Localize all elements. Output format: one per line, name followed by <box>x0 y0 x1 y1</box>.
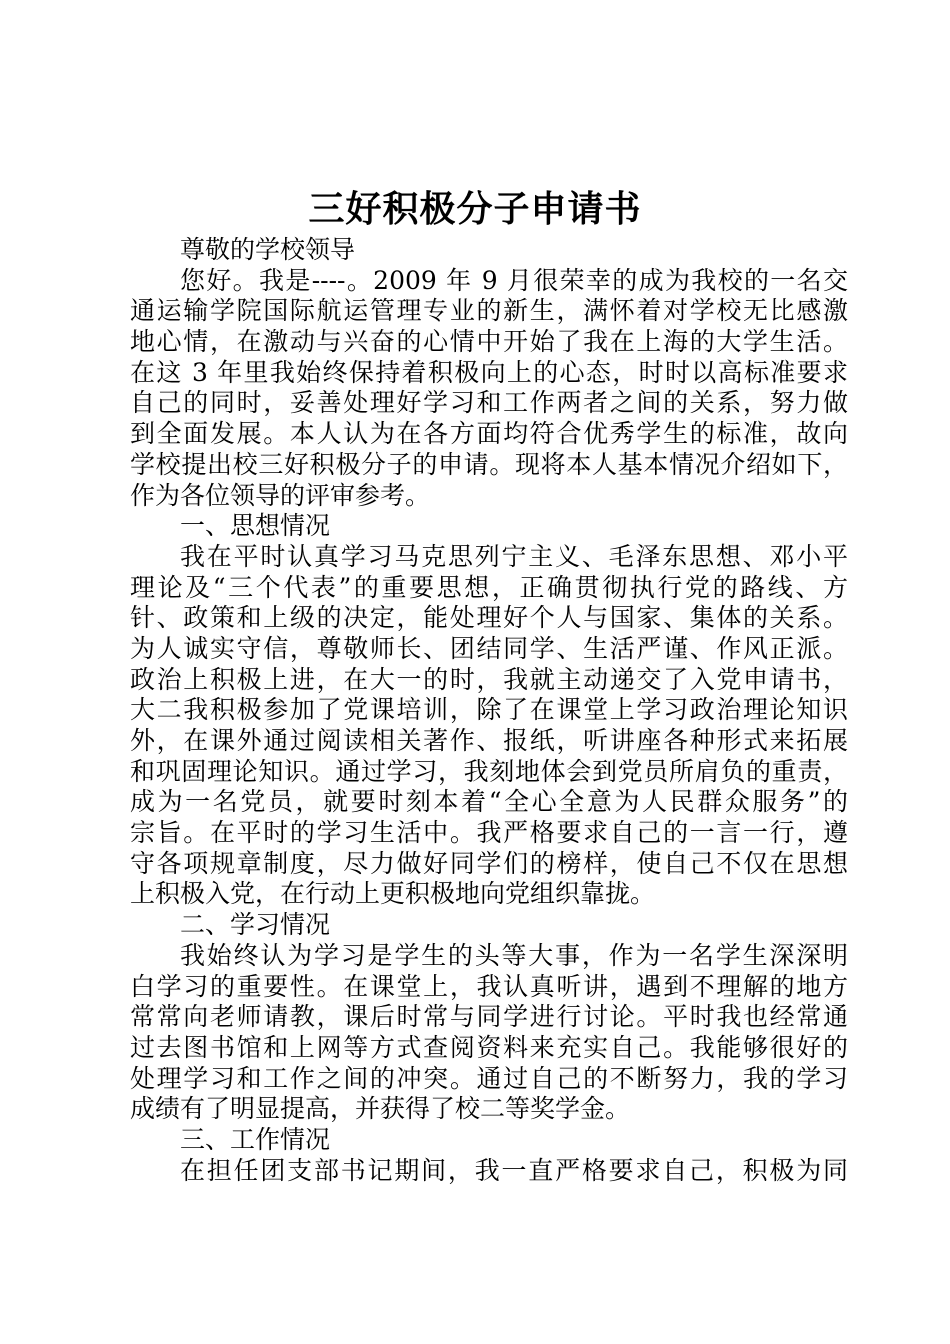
text-line: 一、思想情况 <box>180 511 331 541</box>
text-line: 针、政策和上级的决定，能处理好个人与国家、集体的关系。 <box>130 603 848 633</box>
text-line: 过去图书馆和上网等方式查阅资料来充实自己。我能够很好的 <box>130 1032 848 1062</box>
text-line: 我在平时认真学习马克思列宁主义、毛泽东思想、邓小平 <box>180 541 848 571</box>
text-line: 我始终认为学习是学生的头等大事，作为一名学生深深明 <box>180 940 848 970</box>
text-line: 上积极入党，在行动上更积极地向党组织靠拢。 <box>130 879 656 909</box>
text-line: 政治上积极上进，在大一的时，我就主动递交了入党申请书， <box>130 664 848 694</box>
text-line: 外，在课外通过阅读相关著作、报纸，听讲座各种形式来拓展 <box>130 726 848 755</box>
text-line: 作为各位领导的评审参考。 <box>130 480 431 510</box>
text-line: 自己的同时，妥善处理好学习和工作两者之间的关系，努力做 <box>130 388 848 418</box>
document-title: 三好积极分子申请书 <box>308 188 642 230</box>
text-line: 理论及“三个代表”的重要思想，正确贯彻执行党的路线、方 <box>130 572 848 602</box>
text-line: 守各项规章制度，尽力做好同学们的榜样，使自己不仅在思想 <box>130 848 848 878</box>
text-line: 为人诚实守信，尊敬师长、团结同学、生活严谨、作风正派。 <box>130 633 848 663</box>
text-line: 尊敬的学校领导 <box>180 235 356 264</box>
text-line: 学校提出校三好积极分子的申请。现将本人基本情况介绍如下， <box>130 449 848 479</box>
text-line: 白学习的重要性。在课堂上，我认真听讲，遇到不理解的地方 <box>130 971 848 1001</box>
text-line: 和巩固理论知识。通过学习，我刻地体会到党员所肩负的重责， <box>130 756 848 786</box>
text-line: 在担任团支部书记期间，我一直严格要求自己，积极为同 <box>180 1155 848 1185</box>
text-line: 成为一名党员，就要时刻本着“全心全意为人民群众服务”的 <box>130 787 848 817</box>
text-line: 二、学习情况 <box>180 910 331 940</box>
text-line: 您好。我是----。2009 年 9 月很荣幸的成为我校的一名交 <box>180 265 848 295</box>
text-line: 宗旨。在平时的学习生活中。我严格要求自己的一言一行，遵 <box>130 818 848 848</box>
text-line: 到全面发展。本人认为在各方面均符合优秀学生的标准，故向 <box>130 419 848 449</box>
text-line: 成绩有了明显提高，并获得了校二等奖学金。 <box>130 1094 631 1124</box>
text-line: 处理学习和工作之间的冲突。通过自己的不断努力，我的学习 <box>130 1063 848 1093</box>
text-line: 通运输学院国际航运管理专业的新生，满怀着对学校无比感激 <box>130 296 848 326</box>
text-line: 三、工作情况 <box>180 1124 331 1154</box>
text-line: 在这 3 年里我始终保持着积极向上的心态，时时以高标准要求 <box>130 357 848 387</box>
text-line: 地心情，在激动与兴奋的心情中开始了我在上海的大学生活。 <box>130 327 848 357</box>
text-line: 常常向老师请教，课后时常与同学进行讨论。平时我也经常通 <box>130 1002 848 1032</box>
document-body <box>130 235 848 1186</box>
text-line: 大二我积极参加了党课培训，除了在课堂上学习政治理论知识 <box>130 695 848 725</box>
